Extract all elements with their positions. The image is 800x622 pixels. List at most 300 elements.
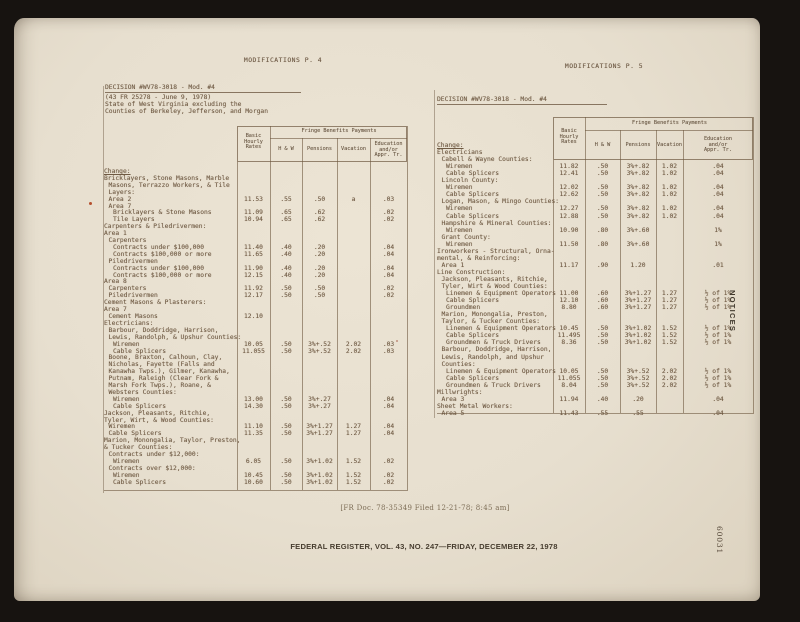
row-value: 1.52	[345, 471, 362, 479]
row-value: 3%+1.27	[306, 423, 333, 431]
table-row	[437, 410, 753, 417]
row-label: Cable Splicers	[108, 430, 162, 438]
row-value: .04	[382, 423, 395, 431]
row-value: 3%+1.02	[624, 339, 652, 347]
row-value: 12.62	[559, 191, 579, 199]
row-value: 3%+1.02	[624, 332, 652, 340]
grid-line	[407, 126, 408, 490]
table-row	[437, 213, 753, 220]
decision-citation: (43 FR 25278 - June 9, 1978)	[105, 94, 212, 101]
row-value: 1.27	[661, 290, 678, 298]
table-row	[437, 403, 753, 410]
row-value: .40	[280, 271, 292, 279]
row-value: 11.055	[242, 347, 265, 355]
row-label: Cable Splicers	[446, 212, 500, 220]
row-value: .04	[382, 264, 395, 272]
row-value: ½ of 1%	[704, 367, 732, 375]
row-value: .50	[596, 191, 609, 199]
row-label: Contracts over $12,000:	[108, 464, 196, 472]
row-label: Groundmen & Truck Drivers	[446, 381, 541, 389]
row-value: .02	[382, 471, 395, 479]
row-value: 2.02	[661, 367, 678, 375]
row-label: Change:	[437, 142, 464, 149]
row-value: .02	[382, 209, 395, 217]
row-label: Boone, Braxton, Calhoun, Clay,	[108, 354, 223, 362]
row-value: ½ of 1%	[704, 332, 732, 340]
row-value: .50	[596, 367, 609, 375]
row-value: 3%+1.27	[306, 430, 333, 438]
table-row	[437, 248, 753, 255]
row-value: .20	[313, 250, 326, 258]
row-value: .04	[712, 163, 724, 171]
table-row	[437, 198, 753, 205]
row-label: Cabell & Wayne Counties:	[441, 156, 533, 164]
row-label: Area 1	[441, 261, 465, 269]
table-row	[437, 234, 753, 241]
row-label: Bricklayers & Stone Masons	[113, 209, 212, 217]
row-label: Wiremen	[113, 471, 140, 479]
row-label: Wiremen	[108, 423, 136, 431]
row-value: 12.88	[559, 212, 579, 220]
row-value: 8.80	[561, 304, 577, 312]
row-value: .50	[280, 340, 292, 348]
table-row	[437, 142, 753, 149]
row-value: 6.05	[245, 458, 262, 465]
row-value: .40	[280, 264, 292, 272]
row-value: .60	[596, 304, 609, 312]
row-value: 3%+.27	[308, 402, 331, 410]
row-value: 13.00	[244, 395, 263, 403]
education-header: Education and/or Appr. Tr.	[374, 141, 403, 159]
row-value: 1.02	[661, 191, 678, 199]
page-number: 60031	[715, 526, 724, 555]
federal-register-footer: FEDERAL REGISTER, VOL. 43, NO. 247—FRIDAY, DECEMBER 22, 1978	[290, 542, 558, 551]
hw-header: H & W	[278, 146, 294, 152]
paper-sheet	[14, 18, 760, 601]
row-value: 12.17	[244, 292, 263, 300]
row-value: .50	[313, 285, 326, 293]
decision-scope-line: Counties of Berkeley, Jefferson, and Morgan	[105, 108, 269, 115]
row-value: .20	[313, 243, 326, 251]
row-value: 11.90	[244, 264, 263, 272]
row-value: 3%+1.27	[624, 304, 652, 312]
row-value: 1.52	[661, 332, 678, 340]
row-value: .20	[632, 395, 644, 403]
row-label: Linemen & Equipment Operators	[446, 325, 556, 333]
row-value: .04	[382, 430, 395, 438]
row-value: ½ of 1%	[704, 339, 732, 347]
fr-doc-filing-line: [FR Doc. 78-35349 Filed 12-21-78; 8:45 am]	[340, 504, 510, 512]
row-value: .50	[313, 195, 326, 203]
row-value: 11.00	[559, 290, 579, 298]
table-row	[437, 269, 753, 276]
table-row	[437, 290, 753, 297]
row-value: .04	[382, 250, 395, 258]
row-value: 12.27	[559, 205, 579, 213]
row-label: Linemen & Equipment Operators	[446, 367, 556, 375]
vacation-header: Vacation	[341, 146, 366, 152]
right-page-running-head: MODIFICATIONS P. 5	[564, 62, 644, 70]
row-value: .80	[596, 226, 609, 234]
row-label: Line Construction:	[437, 268, 506, 276]
row-label: Putnam, Raleigh (Clear Fork &	[108, 375, 219, 383]
row-value: 11.94	[559, 395, 579, 403]
row-value: .40	[596, 395, 609, 403]
row-label: Cable Splicers	[113, 402, 167, 410]
table-row	[437, 361, 753, 368]
row-value: 11.65	[244, 250, 263, 258]
row-value: .03	[382, 195, 395, 203]
row-value: .04	[382, 271, 395, 279]
row-value: 11.055	[557, 374, 581, 382]
row-label: Cement Masons & Plasterers:	[104, 299, 207, 307]
row-label: Contracts under $12,000:	[108, 451, 200, 459]
row-value: .50	[596, 163, 609, 171]
row-label: Area 8	[104, 278, 127, 286]
row-label: Groundmen	[446, 304, 481, 312]
row-value: .80	[596, 240, 609, 248]
row-value: 2.02	[345, 340, 362, 348]
row-value: 8.36	[561, 339, 577, 347]
row-label: Wiremen	[446, 184, 473, 192]
row-value: .50	[596, 374, 609, 382]
row-value: .55	[596, 409, 609, 417]
row-value: .04	[712, 212, 724, 220]
row-value: 3%+.52	[626, 367, 650, 375]
row-value: 12.41	[559, 170, 579, 178]
basic-hourly-rates-header: Basic Hourly Rates	[559, 128, 579, 146]
row-value: .03	[382, 347, 395, 355]
table-row	[437, 205, 753, 212]
row-value: 11.35	[244, 430, 263, 438]
row-value: 1.27	[661, 297, 678, 305]
row-label: Contracts $100,000 or more	[113, 271, 212, 279]
row-value: 11.50	[559, 240, 579, 248]
row-value: 3%+.60	[626, 226, 650, 234]
row-label: Cable Splicers	[446, 170, 500, 178]
row-value: .02	[382, 478, 395, 486]
row-value: .04	[382, 395, 395, 403]
row-label: Grant County:	[441, 233, 491, 241]
row-value: 3%+1.02	[306, 458, 333, 465]
table-row	[437, 346, 753, 353]
row-value: 10.94	[244, 216, 263, 224]
row-value: ½ of 1%	[704, 290, 732, 298]
row-label: Electricians	[437, 149, 483, 157]
vacation-header: Vacation	[657, 142, 682, 148]
row-label: Cable Splicers	[446, 332, 500, 340]
row-value: 3%+.52	[626, 381, 650, 389]
row-value: .01	[712, 261, 724, 269]
row-value: 1%	[714, 226, 722, 234]
row-value: 11.09	[244, 209, 263, 217]
row-value: .50	[280, 292, 292, 300]
row-value: .02	[382, 285, 395, 293]
row-label: Nicholas, Fayette (Falls and	[108, 361, 215, 369]
row-value: 11.10	[244, 423, 263, 431]
row-value: 3%+1.02	[306, 478, 333, 486]
row-label: Contracts $100,000 or more	[113, 250, 212, 258]
row-value: 2.02	[345, 347, 362, 355]
row-value: 10.05	[559, 367, 579, 375]
table-row	[437, 220, 753, 227]
decision-title: DECISION #WV78-3018 - Mod. #4	[105, 84, 301, 93]
row-value: .60	[596, 290, 609, 298]
row-label: Cable Splicers	[446, 297, 500, 305]
row-value: 11.43	[559, 409, 579, 417]
decision-title: DECISION #WV78-3018 - Mod. #4	[437, 96, 607, 105]
row-value: 11.40	[244, 243, 263, 251]
row-value: 1.02	[661, 212, 678, 220]
row-label: Groundmen & Truck Drivers	[446, 339, 541, 347]
row-label: Area 2	[108, 195, 132, 203]
row-value: .40	[280, 243, 292, 251]
row-value: .04	[382, 243, 395, 251]
table-row	[437, 375, 753, 382]
row-value: 1.02	[661, 170, 678, 178]
row-value: 1.02	[661, 163, 678, 171]
row-label: & Tucker Counties:	[104, 444, 173, 452]
center-column-rule	[434, 90, 435, 418]
row-value: 10.45	[559, 325, 579, 333]
table-row	[437, 177, 753, 184]
row-label: Jackson, Pleasants, Ritchie,	[441, 275, 548, 283]
wage-table-left	[104, 126, 407, 492]
row-value: .50	[280, 430, 292, 438]
row-value: .50	[280, 423, 292, 431]
row-label: Marsh Fork Twps.), Roane, &	[108, 382, 211, 390]
row-value: 3%+1.27	[624, 290, 652, 298]
row-value: .55	[632, 409, 644, 417]
row-label: Contracts under $100,000	[113, 264, 204, 272]
row-value: .04	[382, 402, 395, 410]
row-value: .55	[280, 195, 292, 203]
row-label: Wiremen	[113, 458, 140, 465]
row-value: 12.10	[244, 313, 263, 320]
row-value: .20	[313, 271, 326, 279]
row-label: Counties:	[441, 360, 476, 368]
decision-block-right	[437, 96, 607, 105]
table-row	[437, 382, 753, 389]
grid-line	[753, 117, 754, 413]
row-label: Wiremen	[113, 340, 140, 348]
row-value: .50	[596, 212, 609, 220]
row-value: 1.02	[661, 184, 678, 192]
row-value: 3%+.60	[626, 240, 650, 248]
row-value: .50	[596, 205, 609, 213]
row-value: 3%+1.02	[624, 325, 652, 333]
row-label: Cable Splicers	[446, 374, 500, 382]
decision-scope-line: State of West Virginia excluding the	[105, 101, 242, 108]
row-label: Barbour, Doddridge, Harrison,	[108, 326, 219, 334]
row-value: .04	[712, 184, 724, 192]
row-value: 2.02	[661, 374, 678, 382]
row-value: 1.52	[345, 458, 362, 465]
row-value: .50	[280, 458, 292, 465]
row-label: Lincoln County:	[441, 177, 499, 185]
row-value: .50	[280, 285, 292, 293]
row-value: .02	[382, 216, 395, 224]
table-row	[437, 262, 753, 269]
row-value: 11.17	[559, 261, 579, 269]
row-label: Carpenters & Piledrivermen:	[104, 223, 207, 231]
hw-header: H & W	[594, 142, 611, 148]
row-value: .04	[712, 170, 724, 178]
row-label: Tile Layers	[113, 216, 155, 224]
row-value: .50	[596, 381, 609, 389]
row-label: mental, & Reinforcing:	[437, 254, 521, 262]
row-label: Cable Splicers	[113, 478, 167, 486]
table-row	[437, 227, 753, 234]
row-label: Cable Splicers	[113, 347, 167, 355]
row-label: Barbour, Doddridge, Harrison,	[441, 346, 552, 354]
row-label: Sheet Metal Workers:	[437, 402, 513, 410]
table-row	[437, 368, 753, 375]
row-value: .04	[712, 409, 724, 417]
table-row	[437, 354, 753, 361]
row-value: 3%+.82	[626, 184, 650, 192]
row-label: Tyler, Wirt, & Wood Counties:	[104, 416, 214, 424]
table-row	[437, 149, 753, 156]
row-label: Lewis, Randolph, and Upshur	[441, 353, 544, 361]
row-label: Wiremen	[446, 226, 473, 234]
row-value: 10.45	[244, 471, 263, 479]
row-value: 10.05	[244, 340, 263, 348]
row-label: Area 7	[104, 306, 127, 314]
row-value: ½ of 1%	[704, 325, 732, 333]
row-value: .50	[596, 325, 609, 333]
row-label: Wiremen	[113, 395, 140, 403]
row-value: 3%+.52	[308, 347, 331, 355]
row-label: Area 3	[441, 395, 465, 403]
table-row	[437, 241, 753, 248]
row-label: Carpenters	[108, 285, 147, 293]
row-value: 8.04	[561, 381, 577, 389]
row-label: Kanawha Twps.), Gilmer, Kanawha,	[108, 368, 230, 376]
row-value: ½ of 1%	[704, 381, 732, 389]
row-value: a	[351, 195, 356, 203]
row-value: 3%+.82	[626, 205, 650, 213]
row-value: 1.27	[345, 423, 362, 431]
row-value: .50	[280, 471, 292, 479]
row-value: .04	[712, 205, 724, 213]
pensions-header: Pensions	[307, 146, 332, 152]
row-value: 1.52	[345, 478, 362, 486]
row-value: .60	[596, 297, 609, 305]
education-header: Education and/or Appr. Tr.	[703, 136, 733, 154]
row-label: Change:	[104, 168, 131, 175]
row-value: 3%+.82	[626, 191, 650, 199]
header-divider	[585, 130, 753, 131]
decision-block-left	[105, 84, 301, 115]
row-label: Marion, Monongalia, Preston,	[441, 311, 548, 319]
row-value: .50	[280, 347, 292, 355]
row-label: Masons, Terrazzo Workers, & Tile	[108, 181, 230, 189]
row-value: 2.02	[661, 381, 678, 389]
row-label: Wiremen	[446, 163, 473, 171]
row-value: 1.52	[661, 325, 678, 333]
row-value: 12.15	[244, 271, 263, 279]
row-value: .50	[596, 332, 609, 340]
table-row	[437, 255, 753, 262]
row-value: .50	[596, 339, 609, 347]
row-label: Area 7	[108, 202, 132, 210]
row-value: .50	[280, 395, 292, 403]
row-value: ½ of 1%	[704, 297, 732, 305]
notices-side-label: NOTICES	[728, 290, 737, 333]
row-value: .40	[280, 250, 292, 258]
row-value: 1%	[714, 240, 722, 248]
row-label: Taylor, & Tucker Counties:	[441, 318, 541, 326]
table-row	[437, 276, 753, 283]
row-label: Contracts under $100,000	[113, 243, 204, 251]
row-label: Tyler, Wirt & Wood Counties:	[441, 283, 548, 290]
row-value: 10.90	[559, 226, 579, 234]
row-value: 11.92	[244, 285, 263, 293]
header-divider	[270, 138, 407, 139]
row-value: .04	[712, 395, 724, 403]
row-value: 11.495	[557, 332, 581, 340]
table-row	[437, 156, 753, 163]
row-value: 12.02	[559, 184, 579, 192]
row-label: Electricians:	[104, 319, 154, 327]
wage-table-right	[437, 117, 753, 415]
table-row	[104, 479, 407, 486]
row-value: 3%+.82	[626, 170, 650, 178]
ink-speck	[396, 340, 398, 342]
row-value: 11.53	[244, 195, 263, 203]
row-value: ½ of 1%	[704, 374, 732, 382]
table-row	[437, 283, 753, 290]
row-label: Wiremen	[446, 240, 473, 248]
row-value: 3%+.52	[308, 340, 331, 348]
table-row	[437, 389, 753, 396]
row-value: 14.30	[244, 402, 263, 410]
row-value: .20	[313, 264, 326, 272]
row-label: Marion, Monongalia, Taylor, Preston,	[104, 437, 241, 445]
row-value: .50	[596, 184, 609, 192]
fringe-benefits-header: Fringe Benefits Payments	[632, 120, 707, 126]
row-value: 1.52	[661, 339, 678, 347]
row-label: Carpenters	[108, 237, 147, 245]
row-value: .62	[313, 216, 326, 224]
row-label: Wiremen	[446, 205, 473, 213]
row-label: Logan, Mason, & Mingo Counties:	[441, 198, 560, 206]
row-value: .90	[596, 261, 609, 269]
row-label: Jackson, Pleasants, Ritchie,	[104, 409, 211, 417]
row-label: Piledrivermen	[108, 292, 158, 300]
row-label: Lewis, Randolph, & Upshur Counties:	[108, 333, 242, 341]
row-label: Cement Masons	[108, 313, 158, 320]
row-value: .65	[280, 216, 292, 224]
row-value: 1.27	[661, 304, 678, 312]
row-value: .50	[596, 170, 609, 178]
row-value: 3%+.27	[308, 395, 331, 403]
row-value: 3%+.82	[626, 163, 650, 171]
row-value: 12.10	[559, 297, 579, 305]
table-row	[437, 396, 753, 403]
row-label: Layers:	[108, 188, 136, 196]
row-value: .02	[382, 292, 395, 300]
row-value: .02	[382, 458, 395, 465]
row-label: Websters Counties:	[108, 388, 177, 396]
row-label: Piledrivermen	[108, 257, 158, 265]
row-value: 3%+.82	[626, 212, 650, 220]
row-label: Bricklayers, Stone Masons, Marble	[104, 174, 230, 182]
row-label: Area 5	[441, 409, 465, 417]
row-value: 3%+1.27	[624, 297, 652, 305]
row-value: .50	[280, 478, 292, 486]
